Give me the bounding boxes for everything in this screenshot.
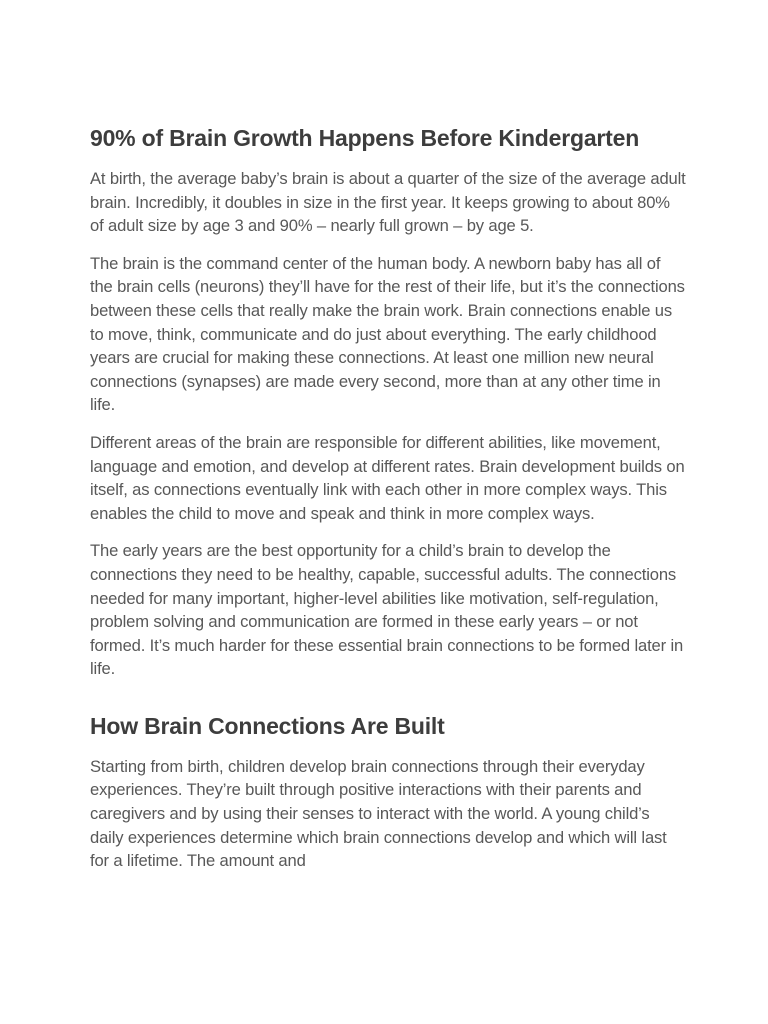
section-heading-brain-growth: 90% of Brain Growth Happens Before Kindergarten <box>90 125 640 151</box>
paragraph-starting-from-birth: Starting from birth, children develop brain connections through their everyday experiences. They’re built through positive interactions with their parents and caregivers and by using their senses to interact with the world. A young child’s daily experiences determine which brain connections develop and which will last for a lifetime. The amount and <box>90 756 667 871</box>
paragraph-birth-brain-size: At birth, the average baby’s brain is about a quarter of the size of the average adult brain. Incredibly, it doubles in size in the first year. It keeps growing to about 80% of adult size by age 3 and 90% – nearly full grown – by age 5. <box>90 169 686 236</box>
paragraph-command-center: The brain is the command center of the human body. A newborn baby has all of the brain cells (neurons) they’ll have for the rest of their life, but it’s the connections between these cells that really make the brain work. Brain connections enable us to move, think, communicate and do just about everything. The early childhood years are crucial for making these connections. At least one million new neural connections (synapses) are made every second, more than at any other time in life. <box>90 253 685 415</box>
document-page <box>90 123 686 887</box>
paragraph-brain-areas: Different areas of the brain are responsible for different abilities, like movement, language and emotion, and develop at different rates. Brain development builds on itself, as connections eventually link with each other in more complex ways. This enables the child to move and speak and think in more complex ways. <box>90 432 685 523</box>
section-heading-connections-built: How Brain Connections Are Built <box>90 712 445 739</box>
paragraph-early-years: The early years are the best opportunity for a child’s brain to develop the connections they need to be healthy, capable, successful adults. The connections needed for many important, higher-level abilities like motivation, self-regulation, problem solving and communication are formed in these early years – or not formed. It’s much harder for these essential brain connections to be formed later in life. <box>90 541 684 679</box>
